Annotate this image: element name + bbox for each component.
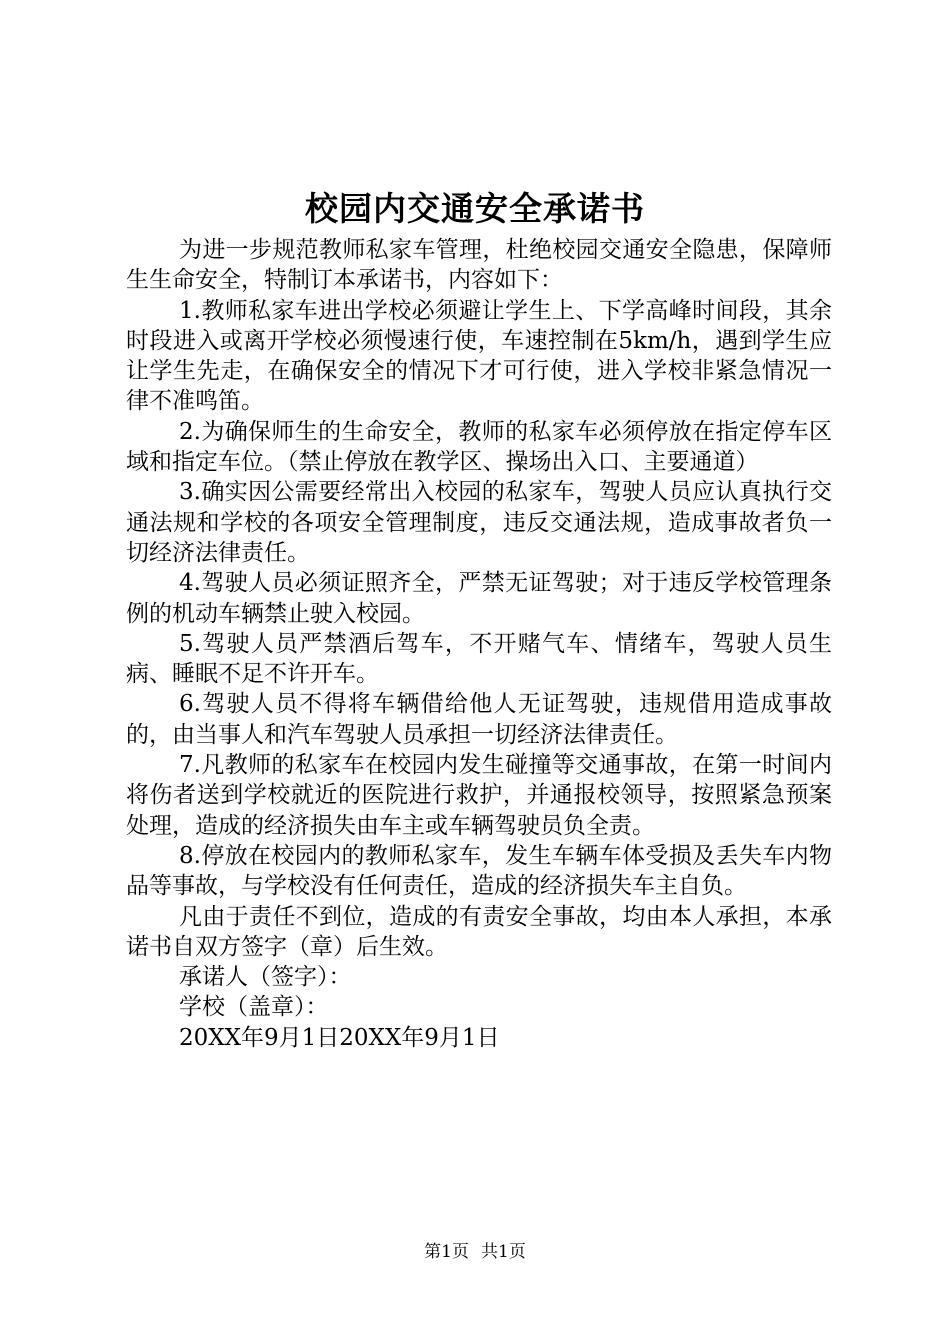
signer-line: 承诺人（签字）： bbox=[179, 964, 352, 991]
date-line: 20XX年9月1日20XX年9月1日 bbox=[179, 1024, 500, 1051]
intro-paragraph: 为进一步规范教师私家车管理，杜绝校园交通安全隐患，保障师生生命安全，特制订本承诺书，内容如下： bbox=[126, 237, 832, 294]
school-seal-line: 学校（盖章）： bbox=[179, 994, 329, 1021]
clause-6: 6.驾驶人员不得将车辆借给他人无证驾驶，违规借用造成事故的，由当事人和汽车驾驶人员承担一切经济法律责任。 bbox=[126, 691, 832, 748]
document-title: 校园内交通安全承诺书 bbox=[305, 189, 645, 228]
clause-1: 1.教师私家车进出学校必须避让学生上、下学高峰时间段，其余时段进入或离开学校必须慢速行使，车速控制在5km/h，遇到学生应让学生先走，在确保安全的情况下才可行使，进入学校非紧急情况一律不准鸣笛。 bbox=[126, 297, 832, 415]
clause-5: 5.驾驶人员严禁酒后驾车，不开赌气车、情绪车，驾驶人员生病、睡眠不足不许开车。 bbox=[126, 630, 832, 688]
clause-8: 8.停放在校园内的教师私家车，发生车辆车体受损及丢失车内物品等事故，与学校没有任何责任，造成的经济损失车主自负。 bbox=[126, 842, 832, 900]
clause-2: 2.为确保师生的生命安全，教师的私家车必须停放在指定停车区域和指定车位。（禁止停放在教学区、操场出入口、主要通道） bbox=[126, 418, 832, 476]
page-total: 共1页 bbox=[481, 1242, 526, 1262]
document-body bbox=[126, 235, 832, 1053]
page-footer bbox=[0, 1240, 950, 1264]
clause-3: 3.确实因公需要经常出入校园的私家车，驾驶人员应认真执行交通法规和学校的各项安全管理制度，违反交通法规，造成事故者负一切经济法律责任。 bbox=[126, 479, 832, 566]
clause-7: 7.凡教师的私家车在校园内发生碰撞等交通事故，在第一时间内将伤者送到学校就近的医院进行救护，并通报校领导，按照紧急预案处理，造成的经济损失由车主或车辆驾驶员负全责。 bbox=[126, 752, 832, 839]
page-number: 第1页 bbox=[424, 1242, 469, 1262]
clause-4: 4.驾驶人员必须证照齐全，严禁无证驾驶；对于违反学校管理条例的机动车辆禁止驶入校园。 bbox=[126, 570, 832, 627]
closing-paragraph: 凡由于责任不到位，造成的有责安全事故，均由本人承担，本承诺书自双方签字（章）后生效。 bbox=[126, 903, 832, 960]
